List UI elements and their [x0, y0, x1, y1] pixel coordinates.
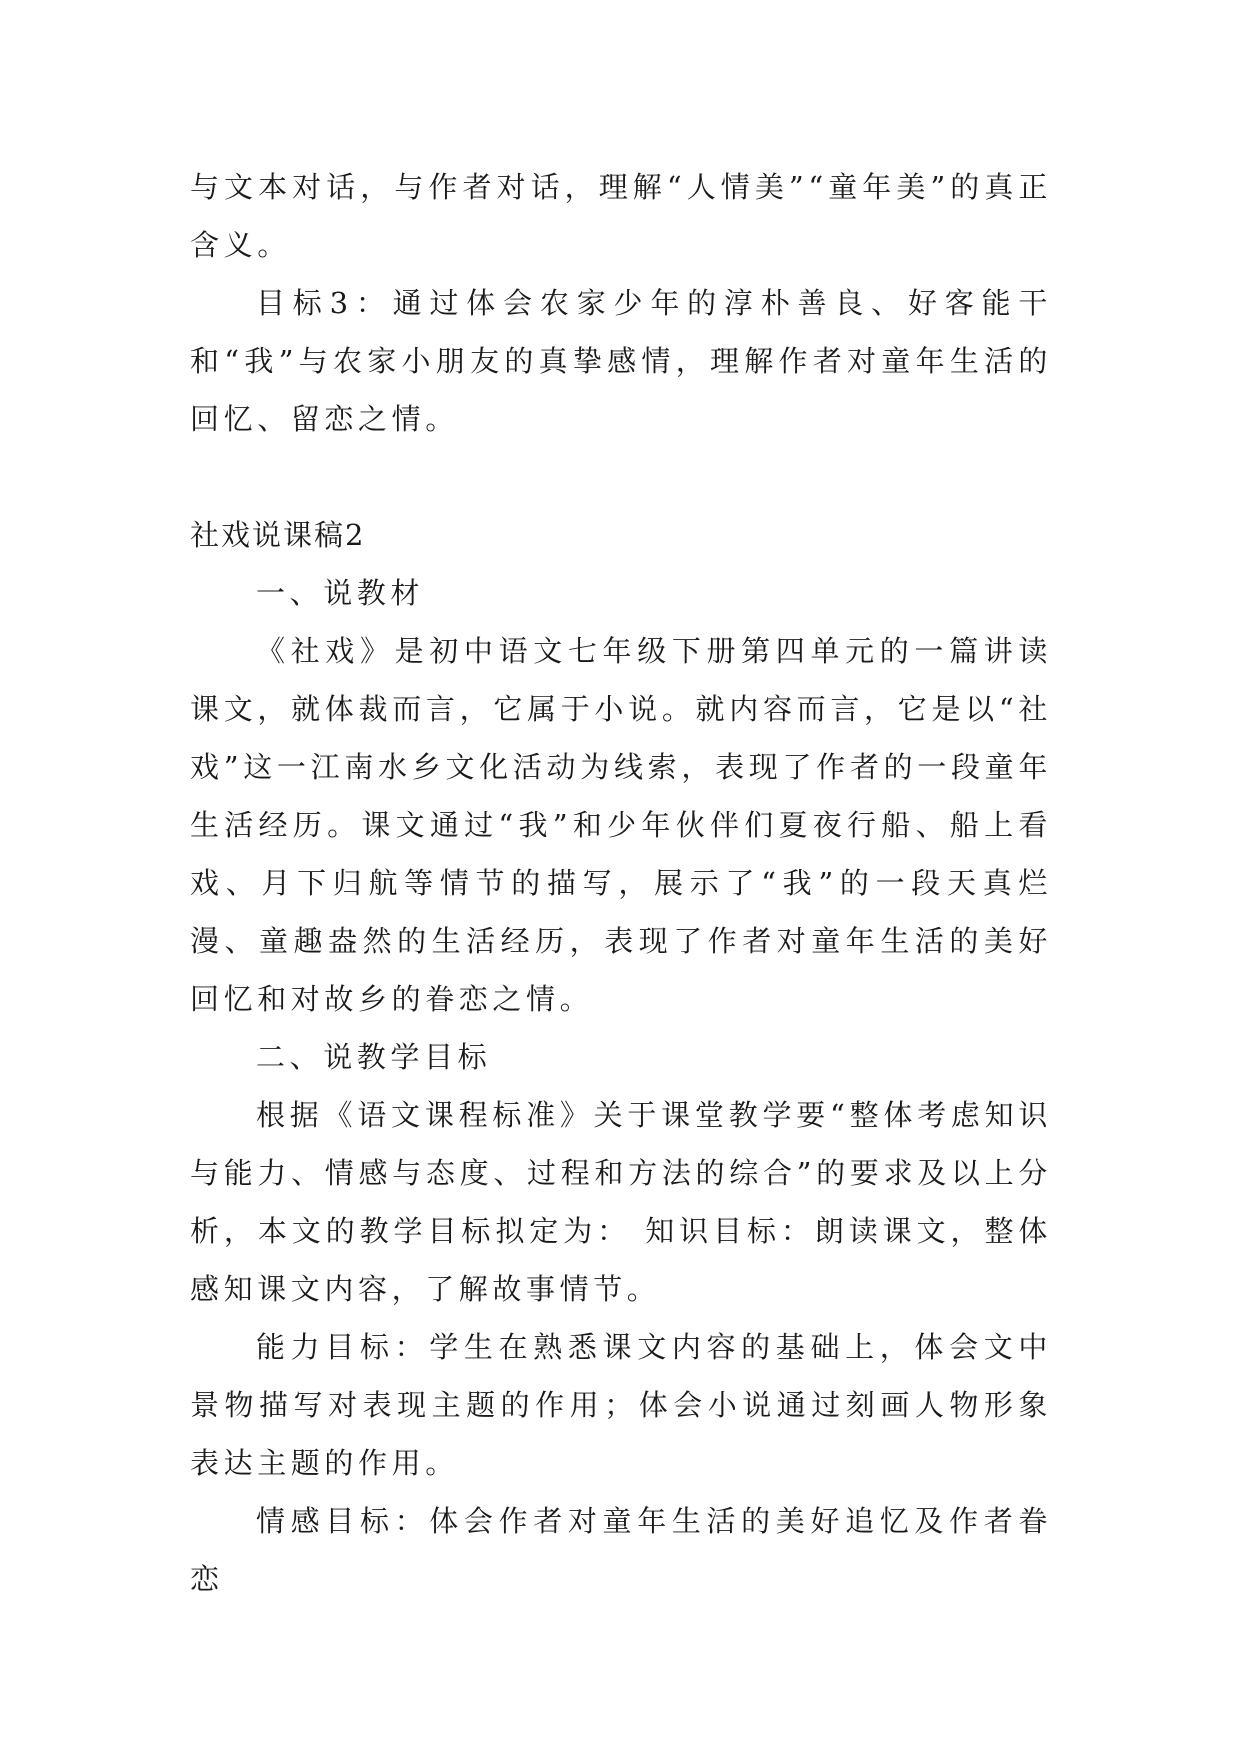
- paragraph-emotion-goal: 情感目标：体会作者对童年生活的美好追忆及作者眷恋: [190, 1504, 1052, 1596]
- section-title: 社戏说课稿2: [190, 518, 366, 552]
- paragraph-curriculum: 根据《语文课程标准》关于课堂教学要“整体考虑知识与能力、情感与态度、过程和方法的综合”的要求及以上分析，本文的教学目标拟定为： 知识目标：朗读课文，整体感知课文内容，了解故事情节。: [190, 1098, 1052, 1306]
- paragraph-goal-3: 目标3：通过体会农家少年的淳朴善良、好客能干和“我”与农家小朋友的真挚感情，理解作者对童年生活的回忆、留恋之情。: [190, 286, 1052, 436]
- paragraph-textbook: 《社戏》是初中语文七年级下册第四单元的一篇讲读课文，就体裁而言，它属于小说。就内容而言，它是以“社戏”这一江南水乡文化活动为线索，表现了作者的一段童年生活经历。课文通过“我”和少年伙伴们夏夜行船、船上看戏、月下归航等情节的描写，展示了“我”的一段天真烂漫、童趣盎然的生活经历，表现了作者对童年生活的美好回忆和对故乡的眷恋之情。: [190, 634, 1052, 1016]
- paragraph-ability-goal: 能力目标：学生在熟悉课文内容的基础上，体会文中景物描写对表现主题的作用；体会小说通过刻画人物形象表达主题的作用。: [190, 1330, 1052, 1480]
- heading-teaching-goals: 二、说教学目标: [256, 1040, 492, 1074]
- paragraph-continuation: 与文本对话，与作者对话，理解“人情美”“童年美”的真正含义。: [190, 170, 1052, 262]
- heading-textbook: 一、说教材: [256, 576, 425, 610]
- document-page: [190, 158, 1052, 1608]
